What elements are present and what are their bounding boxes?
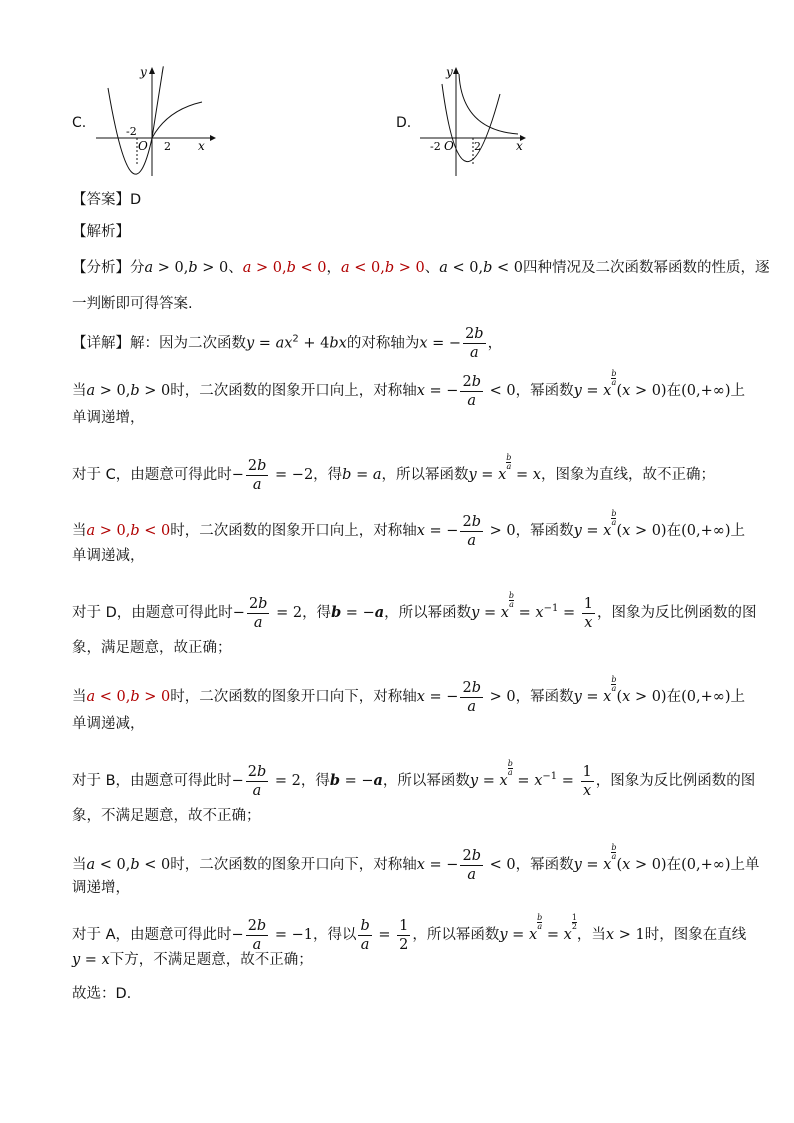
case2-line-2: 单调递减， <box>72 548 145 564</box>
case1-line-2: 单调递增， <box>72 410 145 426</box>
case4-line-2: 调递增， <box>72 880 130 896</box>
d-origin: O <box>444 139 454 153</box>
a-check-line-2: y = x下方，不满足题意，故不正确； <box>72 952 313 968</box>
d-check-line: 对于 D，由题意可得此时− $\frac{2b}{a}$ = 2，得b = −a，所以幂函数y = x $\frac{b}{a}$ = $x^{-1}$ = $\frac{1}{x}$ ，图象为反比例函数的图 <box>72 591 757 631</box>
case1-line: 当a > 0,b > 0时，二次函数的图象开口向上，对称轴x = − $\frac{2b}{a}$ < 0，幂函数y = x $\frac{b}{a}$ (x > 0)在(0,+∞)上 <box>72 369 745 409</box>
d-tick-pos: 2 <box>474 140 481 153</box>
c-tick-neg: -2 <box>126 125 137 138</box>
answer-tag: 【答案】 <box>72 192 130 208</box>
c-y-label: y <box>140 65 147 79</box>
fenxi-line-1: 【分析】分a > 0,b > 0、a > 0,b < 0，a < 0,b > 0、a < 0,b < 0四种情况及二次函数幂函数的性质，逐 <box>72 260 770 276</box>
c-origin: O <box>138 139 148 153</box>
option-d-label: D. <box>396 115 412 131</box>
b-check-line: 对于 B，由题意可得此时− $\frac{2b}{a}$ = 2，得b = −a，所以幂函数y = x $\frac{b}{a}$ = $x^{-1}$ = $\frac{1}{x}$ ，图象为反比例函数的图 <box>72 759 756 799</box>
case2-line: 当a > 0,b < 0时，二次函数的图象开口向上，对称轴x = − $\frac{2b}{a}$ > 0，幂函数y = x $\frac{b}{a}$ (x > 0)在(0,+∞)上 <box>72 509 745 549</box>
a-check-line: 对于 A，由题意可得此时− $\frac{2b}{a}$ = −1，得以 $\frac{b}{a}$ = $\frac{1}{2}$ ，所以幂函数y = x $\frac{b}{a}$ = x $\frac{1}{2}$ ，当x > 1时，图象在直线 <box>72 913 747 953</box>
option-c-label: C. <box>72 115 87 131</box>
conclusion: 故选：D. <box>72 986 132 1002</box>
c-tick-pos: 2 <box>164 140 171 153</box>
b-check-line-2: 象，不满足题意，故不正确； <box>72 808 261 824</box>
d-check-line-2: 象，满足题意，故正确； <box>72 640 232 656</box>
fenxi-line-2: 一判断即可得答案. <box>72 296 193 312</box>
c-check-line: 对于 C，由题意可得此时− $\frac{2b}{a}$ = −2，得b = a，所以幂函数y = x $\frac{b}{a}$ = x，图象为直线，故不正确； <box>72 453 715 493</box>
d-tick-neg: -2 <box>430 140 441 153</box>
answer-line <box>72 190 141 210</box>
analysis-heading: 【解析】 <box>72 224 130 240</box>
d-x-label: x <box>516 139 523 153</box>
d-y-label: y <box>446 65 453 79</box>
case3-line-2: 单调递减， <box>72 716 145 732</box>
xiangjie-line: 【详解】解：因为二次函数$y = ax^2 + 4bx$的对称轴为x = − $\frac{2b}{a}$ ， <box>72 326 503 361</box>
c-x-label: x <box>198 139 205 153</box>
option-d-graph <box>416 64 532 180</box>
answer-value: D <box>130 192 142 208</box>
case3-line: 当a < 0,b > 0时，二次函数的图象开口向下，对称轴x = − $\frac{2b}{a}$ > 0，幂函数y = x $\frac{b}{a}$ (x > 0)在(0,+∞)上 <box>72 675 745 715</box>
case4-line: 当a < 0,b < 0时，二次函数的图象开口向下，对称轴x = − $\frac{2b}{a}$ < 0，幂函数y = x $\frac{b}{a}$ (x > 0)在(0,+∞)上单 <box>72 843 760 883</box>
option-c-graph <box>92 64 222 180</box>
